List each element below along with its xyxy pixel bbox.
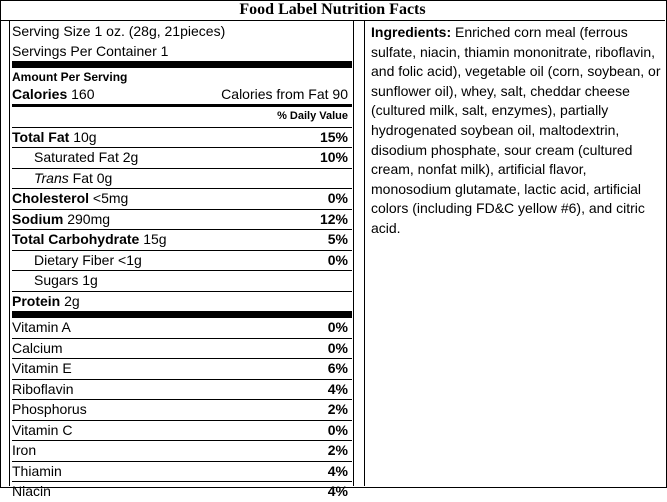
sodium-amount: 290mg xyxy=(67,210,111,227)
divider-thick-2 xyxy=(12,311,352,318)
vitamin-label: Vitamin A xyxy=(12,319,71,335)
total-carbohydrate-row xyxy=(12,230,352,251)
calories-label: Calories xyxy=(12,85,68,102)
vitamin-label: Thiamin xyxy=(12,462,62,479)
servings-per-container: Servings Per Container 1 xyxy=(12,42,169,59)
vitamin-label: Riboflavin xyxy=(12,380,74,397)
left-gutter xyxy=(0,21,10,486)
cholesterol-dv: 0% xyxy=(327,190,348,206)
vitamin-row xyxy=(12,462,352,483)
vitamin-row xyxy=(12,400,352,421)
sugars-label: Sugars 1g xyxy=(34,272,98,288)
vitamin-row xyxy=(12,482,352,502)
sodium-row xyxy=(12,210,352,231)
vitamin-dv: 0% xyxy=(327,339,348,356)
protein-row xyxy=(12,292,352,312)
saturated-fat-dv: 10% xyxy=(319,149,348,165)
vitamin-dv: 4% xyxy=(327,483,348,499)
total-fat-dv: 15% xyxy=(319,128,348,145)
sodium-dv: 12% xyxy=(319,210,348,227)
dietary-fiber-label: Dietary Fiber <1g xyxy=(34,251,142,268)
vitamin-row xyxy=(12,359,352,380)
sodium-label: Sodium xyxy=(12,210,64,227)
ingredients-text: Enriched corn meal (ferrous sulfate, niacin, thiamin mononitrate, riboflavin, and folic acid), vegetable oil (corn, soybean, or sunflower oil), whey, salt, cheddar cheese (cultured milk, salt, enzymes), partially hydrogenated soybean oil, maltodextrin, disodium phosphate, sour cream (cultured cream, nonfat milk), artificial flavor, monosodium glutamate, lactic acid, artificial colors (including FD&C yellow #6), and citric acid. xyxy=(371,24,661,236)
trans-fat-label-italic: Trans xyxy=(34,169,69,186)
vitamins-list xyxy=(12,318,352,502)
dietary-fiber-dv: 0% xyxy=(327,251,348,268)
trans-fat-label: Fat 0g xyxy=(72,169,113,186)
calories-from-fat: Calories from Fat 90 xyxy=(221,85,348,102)
total-fat-amount: 10g xyxy=(73,128,97,145)
total-carbohydrate-dv: 5% xyxy=(327,231,348,247)
ingredients-panel xyxy=(371,23,661,239)
daily-value-header: % Daily Value xyxy=(277,110,348,122)
amount-per-serving: Amount Per Serving xyxy=(12,70,128,84)
protein-amount: 2g xyxy=(64,292,80,309)
vitamin-row xyxy=(12,380,352,401)
vitamin-dv: 2% xyxy=(327,401,348,417)
sugars-row xyxy=(12,271,352,292)
vitamin-dv: 0% xyxy=(327,319,348,335)
vitamin-row xyxy=(12,421,352,442)
vitamin-label: Niacin xyxy=(12,483,51,499)
serving-size: Serving Size 1 oz. (28g, 21pieces) xyxy=(12,23,226,39)
vitamin-dv: 4% xyxy=(327,380,348,397)
saturated-fat-label: Saturated Fat 2g xyxy=(34,149,139,165)
saturated-fat-row xyxy=(12,148,352,169)
vitamin-row xyxy=(12,441,352,462)
calories-value: 160 xyxy=(71,85,95,102)
vitamin-dv: 0% xyxy=(327,421,348,438)
calories-row xyxy=(12,85,352,105)
dietary-fiber-row xyxy=(12,251,352,272)
ingredients-label: Ingredients: xyxy=(371,24,452,40)
total-carbohydrate-amount: 15g xyxy=(143,231,167,247)
vitamin-dv: 6% xyxy=(327,360,348,376)
vitamin-label: Calcium xyxy=(12,339,63,356)
cholesterol-amount: <5mg xyxy=(92,190,129,206)
daily-value-header-row xyxy=(12,107,352,128)
protein-label: Protein xyxy=(12,292,61,309)
total-fat-label: Total Fat xyxy=(12,128,70,145)
cholesterol-label: Cholesterol xyxy=(12,190,90,206)
cholesterol-row xyxy=(12,189,352,210)
trans-fat-row xyxy=(12,169,352,190)
middle-gutter xyxy=(353,21,365,486)
nutrition-facts-panel xyxy=(12,22,352,502)
vitamin-dv: 2% xyxy=(327,442,348,458)
vitamin-dv: 4% xyxy=(327,462,348,479)
vitamin-label: Iron xyxy=(12,442,37,458)
vitamin-row xyxy=(12,339,352,360)
total-fat-row xyxy=(12,128,352,149)
page-title: Food Label Nutrition Facts xyxy=(0,0,665,21)
vitamin-label: Vitamin C xyxy=(12,421,73,438)
total-carbohydrate-label: Total Carbohydrate xyxy=(12,231,140,247)
vitamin-label: Phosphorus xyxy=(12,401,87,417)
vitamin-label: Vitamin E xyxy=(12,360,72,376)
vitamin-row xyxy=(12,318,352,339)
divider-thick xyxy=(12,61,352,68)
